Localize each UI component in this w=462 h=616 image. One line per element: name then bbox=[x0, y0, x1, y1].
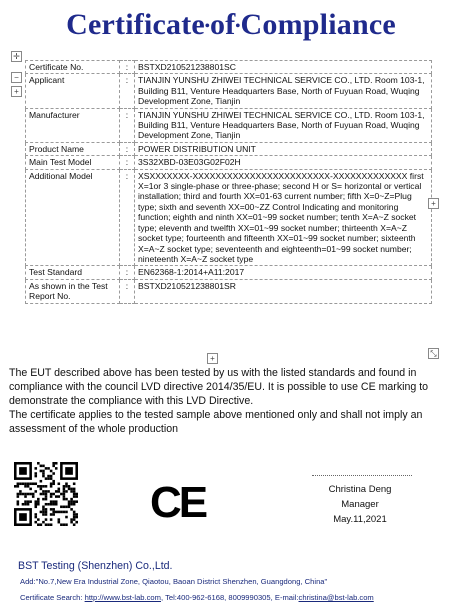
email-link[interactable]: christina@bst-lab.com bbox=[298, 593, 374, 602]
company-address: Add:"No.7,New Era Industrial Zone, Qiaotou, Baoan District Shenzhen, Guangdong, China" bbox=[20, 577, 328, 586]
field-separator[interactable]: : bbox=[120, 108, 135, 142]
row-expand-icon[interactable]: + bbox=[11, 86, 22, 97]
issue-date: May.11,2021 bbox=[333, 514, 387, 525]
applicability-statement: The certificate applies to the tested sample above mentioned only and shall not imply an assessment of the whole production bbox=[9, 409, 423, 435]
certificate-search-label: Certificate Search: bbox=[20, 593, 83, 602]
table-row bbox=[26, 108, 432, 142]
table-row bbox=[26, 156, 432, 169]
certificate-title bbox=[0, 8, 462, 42]
title-word-2: of bbox=[210, 8, 236, 41]
field-value[interactable]: TIANJIN YUNSHU ZHIWEI TECHNICAL SERVICE CO., LTD. Room 103-1, Building B11, Venture Headquarters Base, North of Fuyuan Road, Wuqing Development Zone, Tianjin bbox=[135, 108, 432, 142]
ce-mark-logo: CE bbox=[150, 478, 206, 527]
field-value[interactable]: BSTXD210521238801SR bbox=[135, 279, 432, 303]
signatory-name: Christina Deng bbox=[328, 484, 392, 495]
table-row bbox=[26, 74, 432, 108]
field-value[interactable]: POWER DISTRIBUTION UNIT bbox=[135, 142, 432, 155]
title-word-3: Compliance bbox=[240, 8, 396, 41]
field-separator[interactable]: : bbox=[120, 169, 135, 266]
signatory-role: Manager bbox=[341, 499, 379, 510]
website-link[interactable]: http://www.bst-lab.com bbox=[84, 593, 161, 602]
field-separator[interactable]: : bbox=[120, 142, 135, 155]
table-row bbox=[26, 266, 432, 279]
title-dot: • bbox=[204, 19, 211, 35]
field-value[interactable]: 3S32XBD-03E03G02F02H bbox=[135, 156, 432, 169]
add-row-icon[interactable]: + bbox=[207, 353, 218, 364]
field-label[interactable]: Main Test Model bbox=[26, 156, 120, 169]
field-label[interactable]: Applicant bbox=[26, 74, 120, 108]
compliance-statement: The EUT described above has been tested by us with the listed standards and found in compliance with the council LVD directive 2014/35/EU. It is possible to use CE marking to demonstrate the compliance with this LVD Directive. bbox=[9, 367, 429, 407]
table-move-handle-icon[interactable]: ✛ bbox=[11, 51, 22, 62]
table-row bbox=[26, 142, 432, 155]
field-separator[interactable]: : bbox=[120, 74, 135, 108]
certificate-table bbox=[25, 60, 432, 304]
qr-code-icon bbox=[14, 462, 78, 526]
field-value[interactable]: EN62368-1:2014+A11:2017 bbox=[135, 266, 432, 279]
field-label[interactable]: Test Standard bbox=[26, 266, 120, 279]
row-collapse-icon[interactable]: − bbox=[11, 72, 22, 83]
table-row bbox=[26, 169, 432, 266]
title-word-1: Certificate bbox=[66, 8, 205, 41]
field-label[interactable]: As shown in the Test Report No. bbox=[26, 279, 120, 303]
email-label: E-mail: bbox=[274, 593, 299, 602]
telephone: , Tel:400-962-6168, 8009990305, bbox=[160, 593, 273, 602]
field-value[interactable]: BSTXD210521238801SC bbox=[135, 61, 432, 74]
field-value[interactable]: TIANJIN YUNSHU ZHIWEI TECHNICAL SERVICE CO., LTD. Room 103-1, Building B11, Venture Headquarters Base, North of Fuyuan Road, Wuqing Development Zone, Tianjin bbox=[135, 74, 432, 108]
field-label[interactable]: Certificate No. bbox=[26, 61, 120, 74]
field-separator[interactable]: : bbox=[120, 156, 135, 169]
field-separator[interactable]: : bbox=[120, 266, 135, 279]
field-separator[interactable]: : bbox=[120, 61, 135, 74]
add-column-icon[interactable]: + bbox=[428, 198, 439, 209]
company-contact bbox=[20, 593, 374, 602]
signature-line bbox=[312, 475, 412, 476]
company-name: BST Testing (Shenzhen) Co.,Ltd. bbox=[18, 560, 173, 572]
table-row bbox=[26, 279, 432, 303]
field-label[interactable]: Manufacturer bbox=[26, 108, 120, 142]
table-row bbox=[26, 61, 432, 74]
field-separator[interactable]: : bbox=[120, 279, 135, 303]
title-dot: • bbox=[235, 19, 241, 35]
table-resize-icon[interactable]: ⤡ bbox=[428, 348, 439, 359]
field-label[interactable]: Product Name bbox=[26, 142, 120, 155]
field-value[interactable]: XSXXXXXXX-XXXXXXXXXXXXXXXXXXXXXXXX-XXXXXXXXXXXXX first X=1or 3 single-phase or three-phase; second H or S= horizontal or vertical installation; third and fourth XX=01-63 current number; fifth X=0~Z=Plug type; sixth and seventh XX=00~ZZ Control Indicating and monitoring function; eighth and ninth XX=01~99 socket number; tenth X=A~Z socket type; eleventh and twelfth XX=01~99 socket number; thirteenth X=A~Z socket type; fourteenth and fifteenth XX=01~99 socket number; sixteenth X=A~Z socket type; seventeenth and eighteenth=01~99 socket number; nineteenth X=A~Z socket type bbox=[135, 169, 432, 266]
field-label[interactable]: Additional Model bbox=[26, 169, 120, 266]
